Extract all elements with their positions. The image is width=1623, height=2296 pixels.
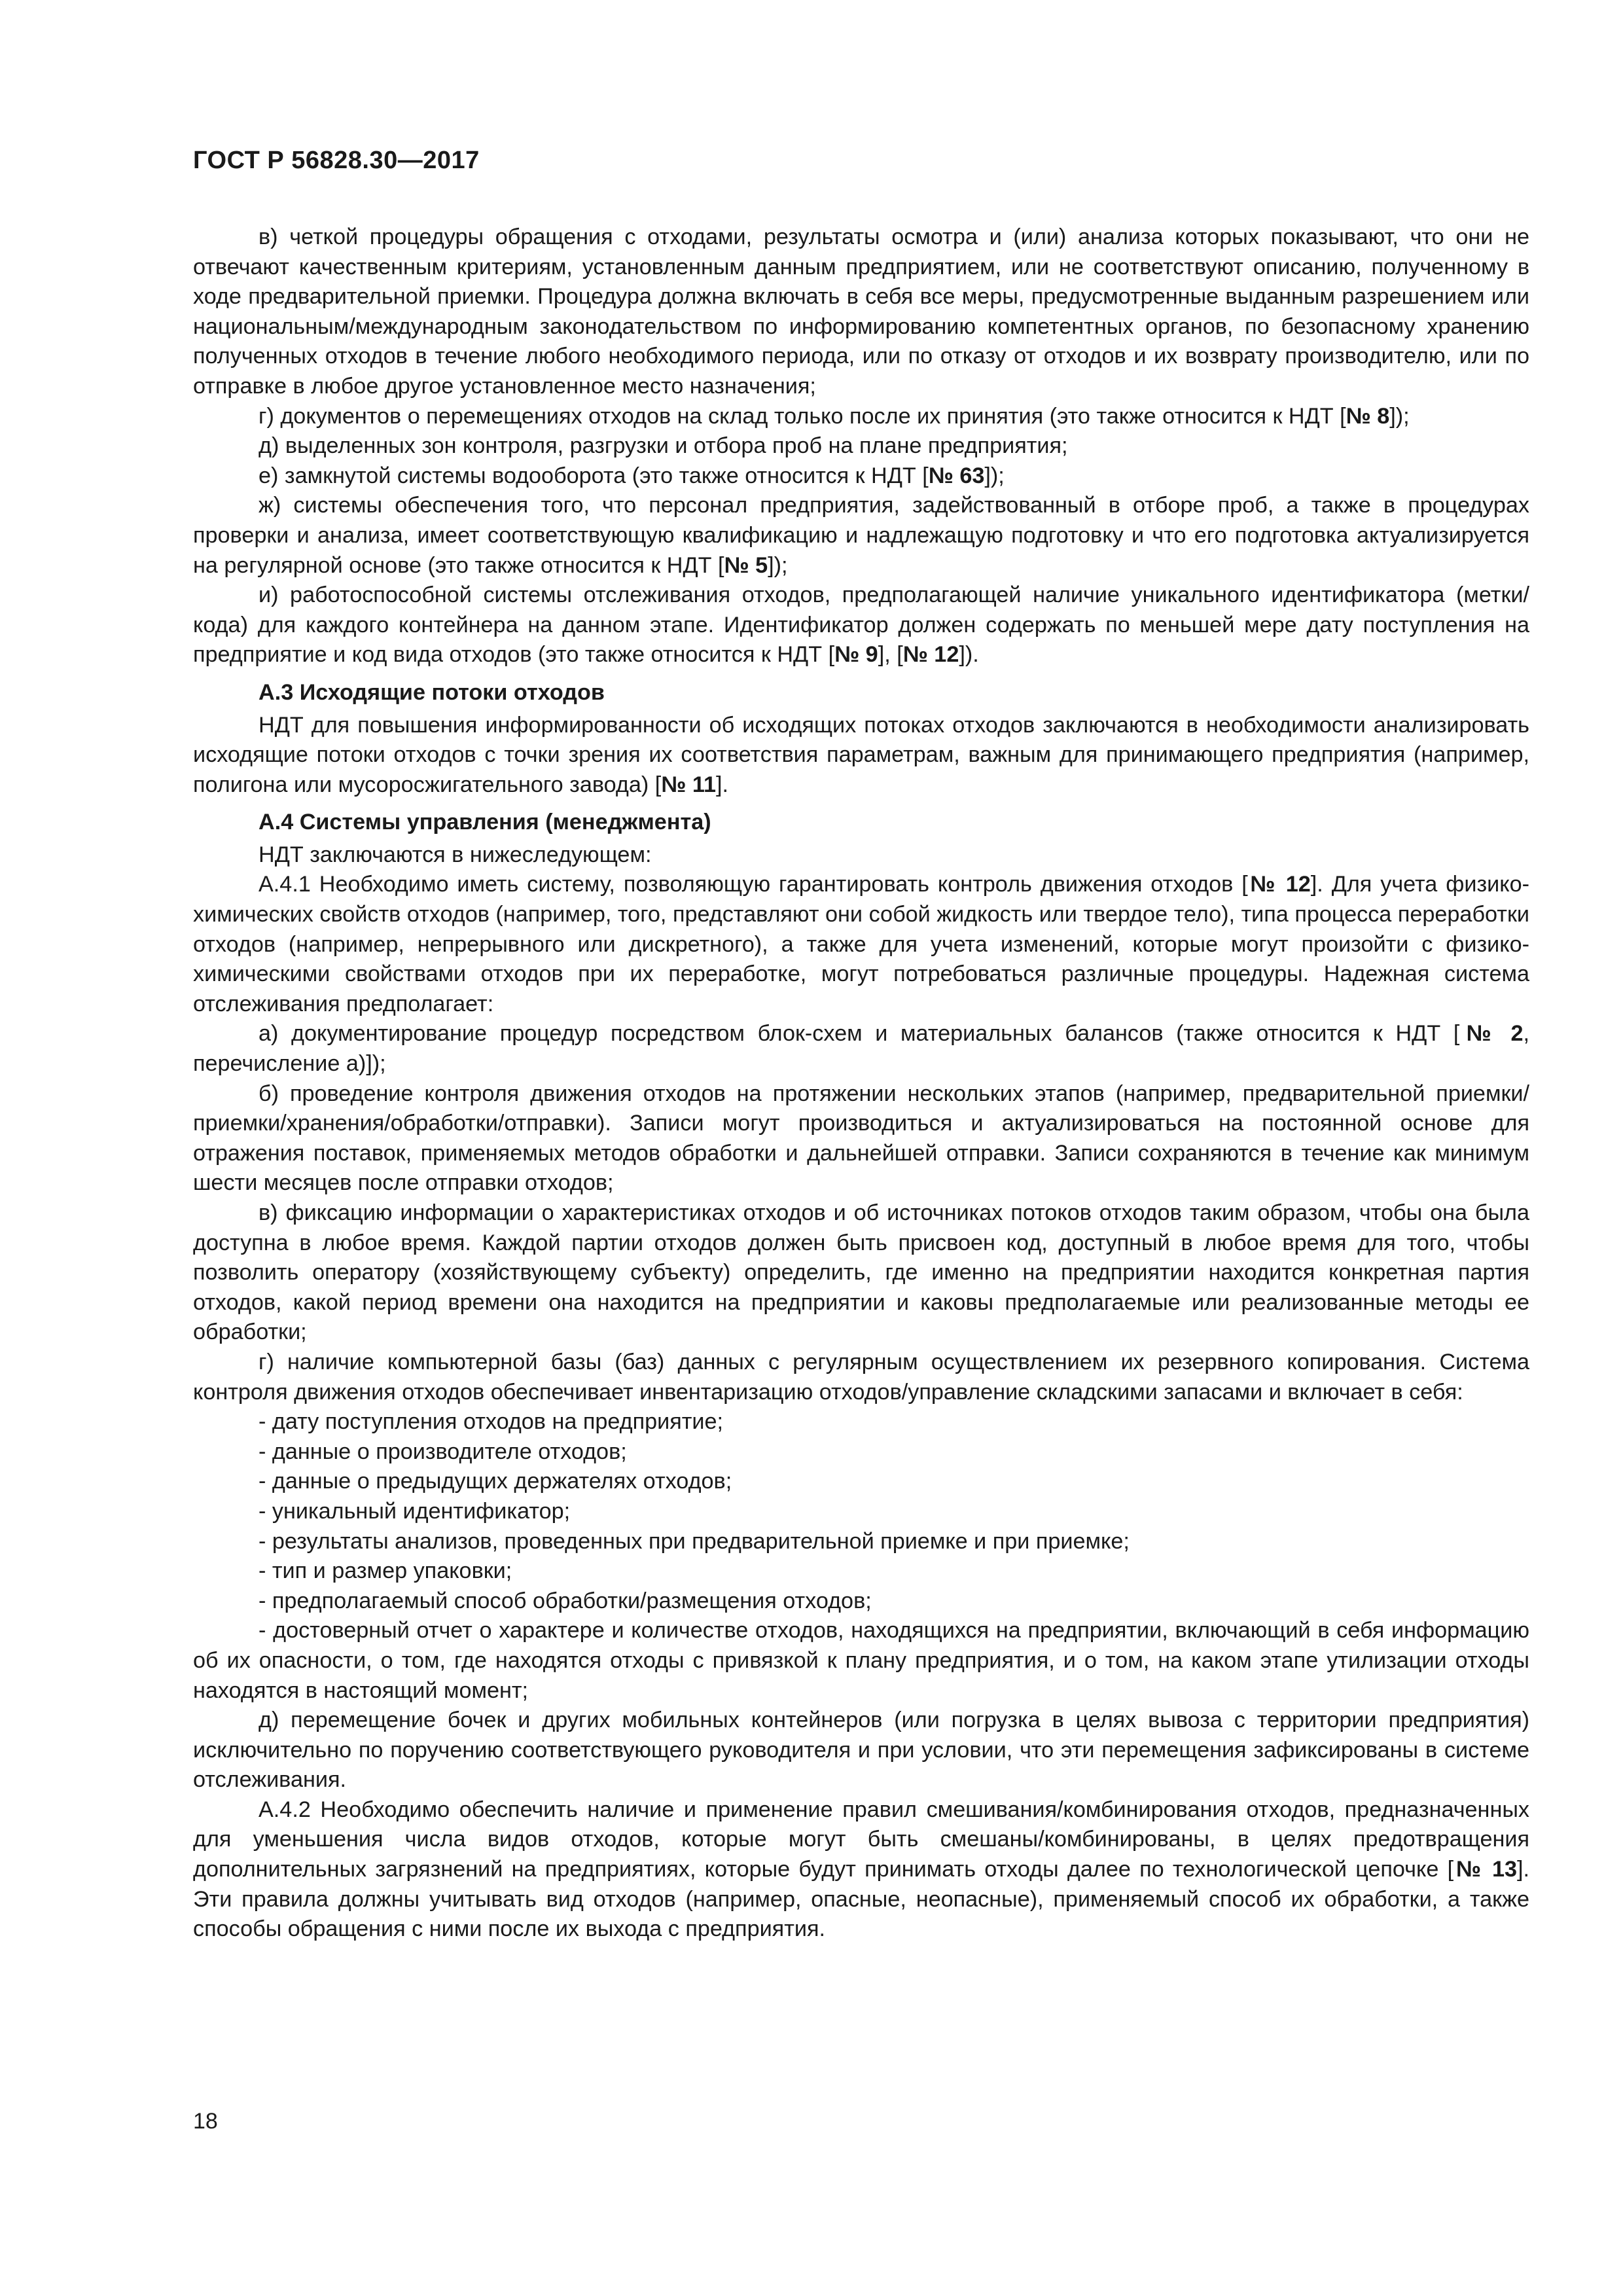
dash-item: - данные о предыдущих держателях отходов; xyxy=(259,1469,732,1494)
dash-item: - уникальный идентификатор; xyxy=(259,1498,571,1524)
item-g: г) наличие компьютерной базы (баз) данных с регулярным осуществлением их резервного копирования. Система контроля движения отходов обеспечивает инвентаризацию отходов/управление складскими запасами и включает в себя: xyxy=(193,1349,1529,1405)
section-title-a3: А.3 Исходящие потоки отходов xyxy=(259,679,605,705)
clause-a42: А.4.2 Необходимо обеспечить наличие и применение правил смешивания/комбинирования отходов, предназначенных для уменьшения числа видов отходов, которые могут быть смешаны/комбинированы, в целях предотвращения дополнительных загрязнений на предприятиях, которые будут принимать отходы далее по технологической цепочке [№ 13]. Эти правила должны учитывать вид отходов (например, опасные, неопасные), применяемый способ их обработки, а также способы обращения с ними после их выхода с предприятия. xyxy=(193,1797,1530,1942)
dash-item: - дату поступления отходов на предприятие; xyxy=(259,1409,723,1435)
section-title-a4: А.4 Системы управления (менеджмента) xyxy=(259,810,711,835)
reference-ndt-11: № 11 xyxy=(661,772,716,797)
dash-item: - данные о производителе отходов; xyxy=(259,1439,627,1464)
section-a4-intro: НДТ заключаются в нижеследующем: xyxy=(259,842,652,867)
item-b: б) проведение контроля движения отходов на протяжении нескольких этапов (например, предварительной приемки/приемки/хранения/обработки/отправки). Записи могут производиться и актуализироваться на постоянной основе для отражения поставок, применяемых методов обработки и дальнейшей отправки. Записи сохраняются в течение как минимум шести месяцев после отправки отходов; xyxy=(193,1081,1529,1196)
reference-ndt-9: № 9 xyxy=(834,642,878,668)
section-a3-text: НДТ для повышения информированности об исходящих потоках отходов заключаются в необходимости анализировать исходящие потоки отходов с точки зрения их соответствия параметрам, важным для принимающего предприятия (например, полигона или мусоросжигательного завода) [№ 11]. xyxy=(193,712,1529,797)
paragraph-g: г) документов о перемещениях отходов на склад только после их принятия (это также относится к НДТ [№ 8]); xyxy=(259,403,1410,429)
paragraph-d: д) выделенных зон контроля, разгрузки и отбора проб на плане предприятия; xyxy=(259,433,1068,459)
paragraph-e: е) замкнутой системы водооборота (это также относится к НДТ [№ 63]); xyxy=(259,463,1005,488)
document-body xyxy=(193,223,1529,1945)
item-a: а) документирование процедур посредством блок-схем и материальных балансов (также относится к НДТ [№ 2, перечисление а)]); xyxy=(193,1021,1530,1077)
reference-ndt-5: № 5 xyxy=(724,552,768,578)
item-d: д) перемещение бочек и других мобильных контейнеров (или погрузка в целях вывоза с территории предприятия) исключительно по поручению соответствующего руководителя и при условии, что эти перемещения зафиксированы в системе отслеживания. xyxy=(193,1708,1529,1793)
dash-item: - тип и размер упаковки; xyxy=(259,1558,512,1584)
dash-item: - предполагаемый способ обработки/размещения отходов; xyxy=(259,1588,872,1613)
reference-ndt-13: № 13 xyxy=(1454,1857,1518,1882)
document-code: ГОСТ Р 56828.30—2017 xyxy=(193,147,480,174)
clause-a41: А.4.1 Необходимо иметь систему, позволяющую гарантировать контроль движения отходов [№ 12]. Для учета физико-химических свойств отходов (например, того, представляют они собой жидкость или твердое тело), типа процесса переработки отходов (например, непрерывного или дискретного), а также для учета изменений, которые могут произойти с физико-химическими свойствами отходов при их переработке, могут потребоваться различные процедуры. Надежная система отслеживания предполагает: xyxy=(193,872,1530,1016)
reference-ndt-12: № 12 xyxy=(902,642,959,668)
dash-item: - результаты анализов, проведенных при предварительной приемке и при приемке; xyxy=(259,1528,1130,1554)
paragraph-v: в) четкой процедуры обращения с отходами, результаты осмотра и (или) анализа которых показывают, что они не отвечают качественным критериям, установленным данным предприятием, или не соответствуют описанию, полученному в ходе предварительной приемки. Процедура должна включать в себя все меры, предусмотренные выданным разрешением или национальным/международным законодательством по информированию компетентных органов, по безопасному хранению полученных отходов в течение любого необходимого периода, или по отказу от отходов и их возврату производителю, или по отправке в любое другое установленное место назначения; xyxy=(193,224,1529,399)
page-number: 18 xyxy=(193,2109,218,2134)
item-v: в) фиксацию информации о характеристиках отходов и об источниках потоков отходов таким образом, чтобы она была доступна в любое время. Каждой партии отходов должен быть присвоен код, доступный в любое время для того, чтобы позволить оператору (хозяйствующему субъекту) определить, где именно на предприятии находится конкретная партия отходов, какой период времени она находится на предприятии и каковы предполагаемые или реализованные методы ее обработки; xyxy=(193,1200,1529,1345)
paragraph-i: и) работоспособной системы отслеживания отходов, предполагающей наличие уникального идентификатора (метки/кода) для каждого контейнера на данном этапе. Идентификатор должен содержать по меньшей мере дату поступления на предприятие и код вида отходов (это также относится к НДТ [№ 9], [№ 12]). xyxy=(193,583,1529,668)
reference-ndt-63: № 63 xyxy=(928,463,985,488)
reference-ndt-8: № 8 xyxy=(1346,403,1390,429)
reference-ndt-12-a41: № 12 xyxy=(1247,872,1311,897)
reference-ndt-2: № 2 xyxy=(1459,1021,1524,1047)
paragraph-zh: ж) системы обеспечения того, что персонал предприятия, задействованный в отборе проб, а также в процедурах проверки и анализа, имеет соответствующую квалификацию и надлежащую подготовку и что его подготовка актуализируется на регулярной основе (это также относится к НДТ [№ 5]); xyxy=(193,493,1529,578)
dash-item: - достоверный отчет о характере и количестве отходов, находящихся на предприятии, включающий в себя информацию об их опасности, о том, где находятся отходы с привязкой к плану предприятия, и о том, на каком этапе утилизации отходы находятся в настоящий момент; xyxy=(193,1618,1529,1703)
